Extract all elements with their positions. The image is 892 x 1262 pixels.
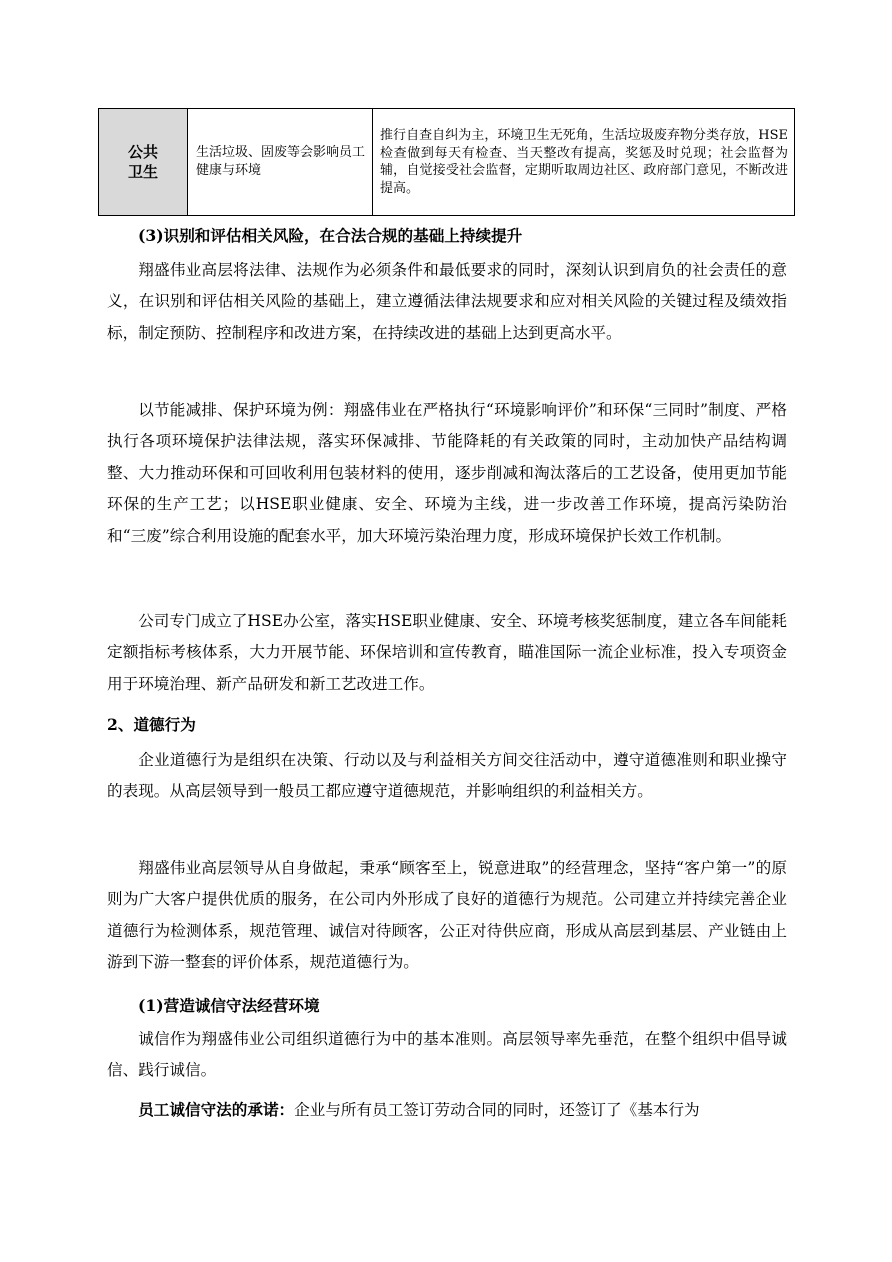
paragraph: 以节能减排、保护环境为例：翔盛伟业在严格执行“环境影响评价”和环保“三同时”制度、严格执行各项环境保护法律法规，落实环保减排、节能降耗的有关政策的同时，主动加快产品结构调整、大力推动环保和可回收利用包装材料的使用，逐步削减和淘汰落后的工艺设备，使用更加节能环保的生产工艺；以HSE职业健康、安全、环境为主线，进一步改善工作环境，提高污染防治和“三废”综合利用设施的配套水平，加大环境污染治理力度，形成环境保护长效工作机制。 [107,401,787,545]
paragraph-lead: 员工诚信守法的承诺： [138,1100,295,1119]
section-heading-integrity: (1)营造诚信守法经营环境 [138,996,320,1015]
table-cell-category: 公共卫生 [99,109,188,216]
section-heading-risk: (3)识别和评估相关风险，在合法合规的基础上持续提升 [138,226,523,245]
paragraph [107,1094,787,1126]
risk-table [98,108,795,216]
table-cell-impact: 生活垃圾、固废等会影响员工健康与环境 [188,109,373,216]
paragraph: 翔盛伟业高层领导从自身做起，秉承“顾客至上，锐意进取”的经营理念，坚持“客户第一”的原则为广大客户提供优质的服务，在公司内外形成了良好的道德行为规范。公司建立并持续完善企业道德行为检测体系，规范管理、诚信对待顾客，公正对待供应商，形成从高层到基层、产业链由上游到下游一整套的评价体系，规范道德行为。 [107,859,787,972]
table-row [99,109,795,216]
table-cell-measures: 推行自查自纠为主，环境卫生无死角，生活垃圾废弃物分类存放，HSE检查做到每天有检查、当天整改有提高，奖惩及时兑现；社会监督为辅，自觉接受社会监督，定期听取周边社区、政府部门意见，不断改进提高。 [373,109,795,216]
section-heading-ethics: 2、道德行为 [107,715,196,734]
paragraph: 翔盛伟业高层将法律、法规作为必须条件和最低要求的同时，深刻认识到肩负的社会责任的意义，在识别和评估相关风险的基础上，建立遵循法律法规要求和应对相关风险的关键过程及绩效指标，制定预防、控制程序和改进方案，在持续改进的基础上达到更高水平。 [107,261,787,342]
paragraph-text: 企业与所有员工签订劳动合同的同时，还签订了《基本行为 [294,1101,700,1119]
paragraph: 企业道德行为是组织在决策、行动以及与利益相关方间交往活动中，遵守道德准则和职业操守的表现。从高层领导到一般员工都应遵守道德规范，并影响组织的利益相关方。 [107,751,787,801]
paragraph: 诚信作为翔盛伟业公司组织道德行为中的基本准则。高层领导率先垂范，在整个组织中倡导诚信、践行诚信。 [107,1030,787,1080]
paragraph: 公司专门成立了HSE办公室，落实HSE职业健康、安全、环境考核奖惩制度，建立各车间能耗定额指标考核体系，大力开展节能、环保培训和宣传教育，瞄准国际一流企业标准，投入专项资金用于环境治理、新产品研发和新工艺改进工作。 [107,612,787,693]
